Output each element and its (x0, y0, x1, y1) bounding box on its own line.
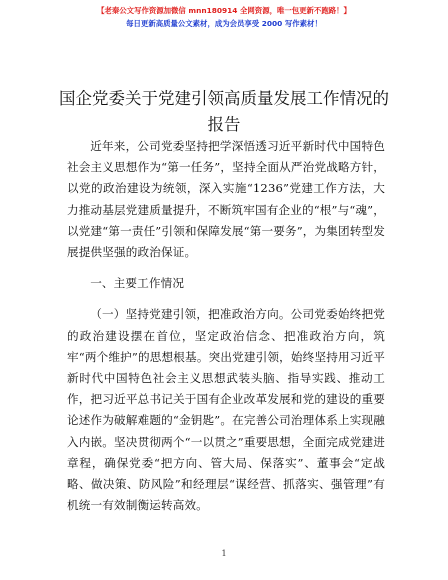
page-number: 1 (221, 549, 227, 558)
intro-paragraph: 近年来，公司党委坚持把学深悟透习近平新时代中国特色社会主义思想作为“第一任务”，坚持全面从严治党战略方针，以党的政治建设为统领，深入实施“1236”党建工作方法，大力推动基层党建质量提升，不断筑牢国有企业的“根”与“魂”，以党建“第一责任”引领和保障发展“第一要务”，为集团转型发展提供坚强的政治保证。 (67, 139, 385, 260)
promo-line-1: 【老秦公文写作资源加微信 mnn180914 全网资源，唯一包更新不跑路！】 (97, 6, 351, 15)
promo-line-2: 每日更新高质量公文素材，成为会员享受 2000 写作素材！ (126, 19, 322, 28)
section-heading: 一、主要工作情况 (90, 276, 185, 291)
document-body (67, 136, 385, 516)
promo-banner (0, 4, 448, 30)
document-title: 国企党委关于党建引领高质量发展工作情况的报告 (59, 89, 389, 134)
paragraph-1: （一）坚持党建引领，把准政治方向。公司党委始终把党的政治建设摆在首位，坚定政治信念、把准政治方向，筑牢“两个维护”的思想根基。突出党建引领，始终坚持用习近平新时代中国特色社会主义思想武装头脑、指导实践、推动工作，把习近平总书记关于国有企业改革发展和党的建设的重要论述作为破解难题的“金钥匙”。在完善公司治理体系上实现融入内嵌。坚决贯彻两个“一以贯之”重要思想，全面完成党建进章程，确保党委“把方向、管大局、保落实”、董事会“定战略、做决策、防风险”和经理层“谋经营、抓落实、强管理”有机统一有效制衡运转高效。 (67, 307, 385, 513)
